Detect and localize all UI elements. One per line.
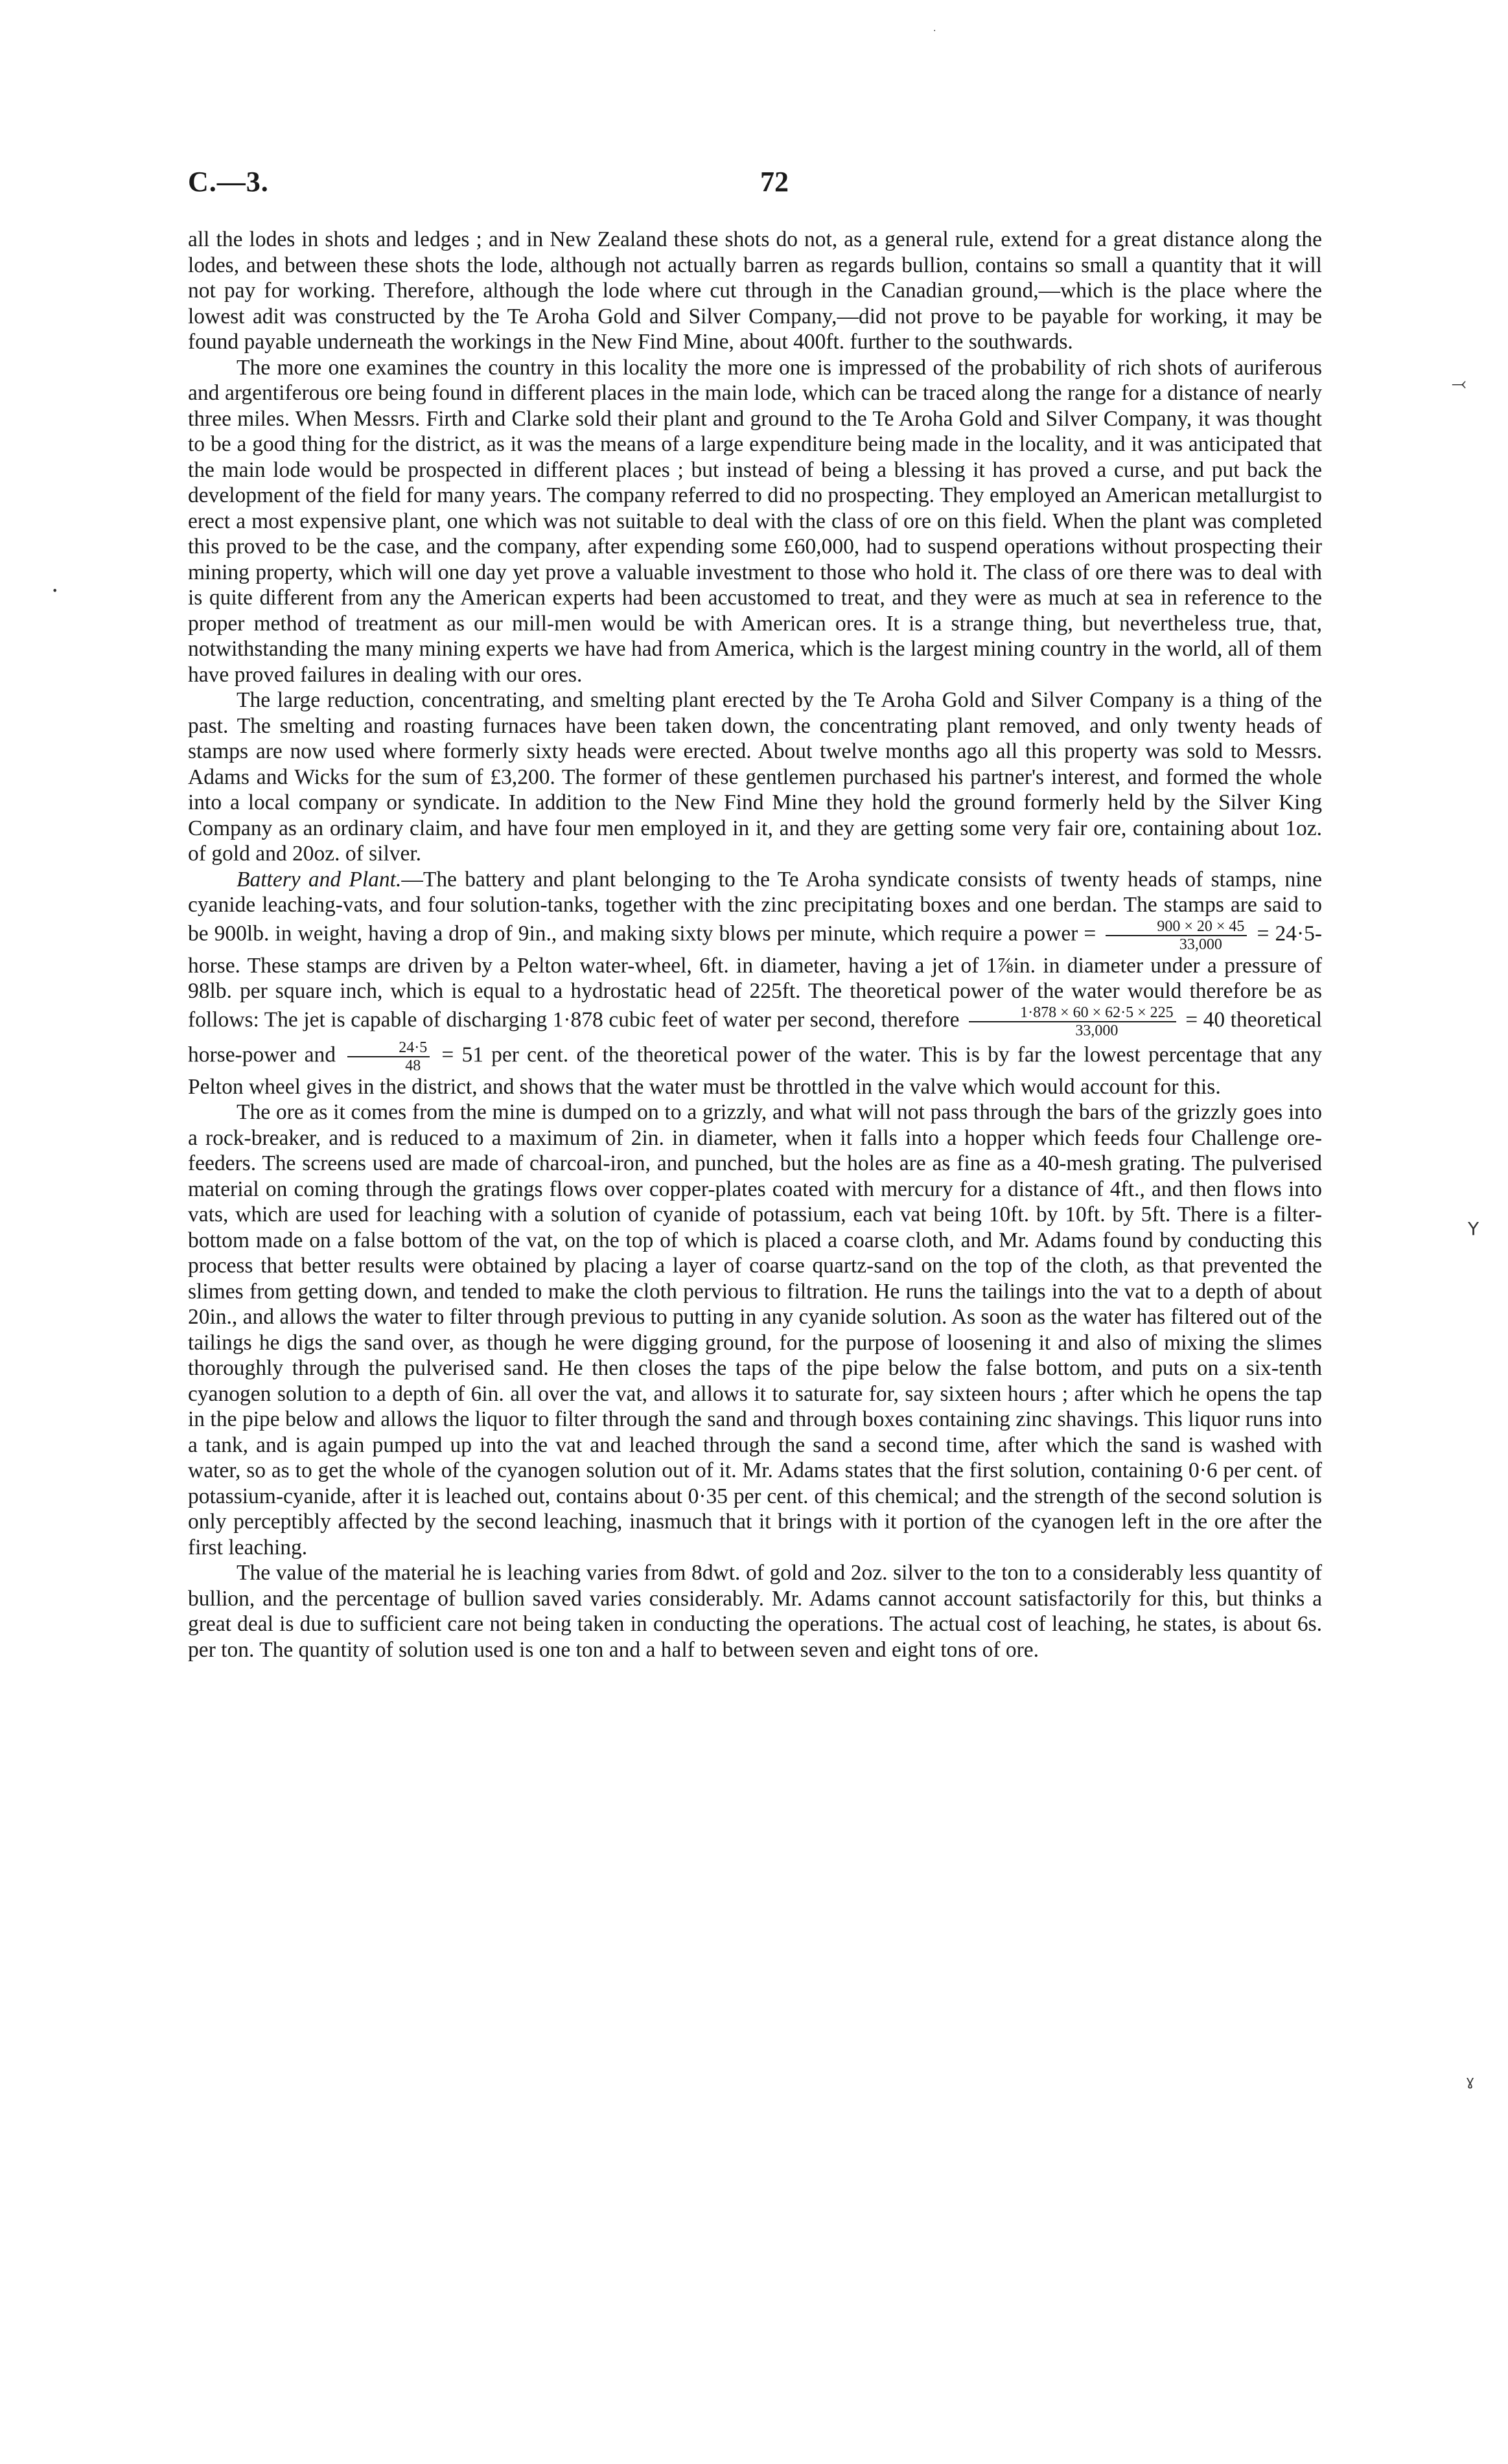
efficiency-fraction [347, 1039, 430, 1074]
document-reference: C.—3. [188, 166, 269, 198]
efficiency-numerator: 24·5 [347, 1039, 430, 1057]
paragraph-battery-and-plant [188, 867, 1322, 1100]
paragraph-ore-process: The ore as it comes from the mine is dumped on to a grizzly, and what will not pass through the bars of the grizzly goes into a rock-breaker, and is reduced to a maximum of 2in. in diameter, when it falls into a hopper which feeds four Challenge ore-feeders. The screens used are made of charcoal-iron, and punched, but the holes are as fine as a 40-mesh grating. The pulverised material on coming through the gratings flows over copper-plates coated with mercury for a distance of 4ft., and then flows into vats, which are used for leaching with a solution of cyanide of potassium, each vat being 10ft. by 10ft. by 5ft. There is a filter-bottom made on a false bottom of the vat, on the top of which is placed a coarse cloth, and Mr. Adams found by conducting this process that better results were obtained by placing a layer of coarse quartz-sand on the top of the cloth, as that prevented the slimes from getting down, and tended to make the cloth pervious to filtration. He runs the tailings into the vat to a depth of about 20in., and allows the water to filter through previous to putting in any cyanide solution. As soon as the water has filtered out of the tailings he digs the sand over, as though he were digging ground, for the purpose of loosening it and also of mixing the slimes thoroughly through the pulverised sand. He then closes the taps of the pipe below the false bottom, and puts on a six-tenth cyanogen solution to a depth of 6in. all over the vat, and allows it to saturate for, say sixteen hours ; after which he opens the tap in the pipe below and allows the liquor to filter through the sand and through boxes containing zinc shavings. This liquor runs into a tank, and is again pumped up into the vat and leached through the sand a second time, after which the sand is washed with water, so as to get the whole of the cyanogen solution out of it. Mr. Adams states that the first solution, containing 0·6 per cent. of potassium-cyanide, after it is leached out, contains about 0·35 per cent. of this chemical; and the strength of the second solution is only perceptibly affected by the second leaching, inasmuch that it brings with it portion of the cyanogen left in the ore after the first leaching. [188, 1100, 1323, 1560]
body-text [188, 227, 1322, 1663]
efficiency-denominator: 48 [405, 1057, 421, 1074]
stamps-power-fraction [1106, 918, 1247, 953]
paragraph-locality: The more one examines the country in this locality the more one is impressed of the probability of rich shots of auriferous and argentiferous ore being found in different places in the main lode, which can be traced along the range for a distance of nearly three miles. When Messrs. Firth and Clarke sold their plant and ground to the Te Aroha Gold and Silver Company, it was thought to be a good thing for the district, as it was the means of a large expenditure being made in the locality, and it was anticipated that the main lode would be prospected in different places ; but instead of being a blessing it has proved a curse, and put back the development of the field for many years. The company referred to did no prospecting. They employed an American metallurgist to erect a most expensive plant, one which was not suitable to deal with the class of ore on this field. When the plant was completed this proved to be the case, and the company, after expending some £60,000, had to suspend operations without prospecting their mining property, which will one day yet prove a valuable investment to those who hold it. The class of ore there was to deal with is quite different from any the American experts had been accustomed to treat, and they were as much at sea in reference to the proper method of treatment as our mill-men would be with American ores. It is a strange thing, but nevertheless true, that, notwithstanding the many mining experts we have had from America, which is the largest mining country in the world, all of them have proved failures in dealing with our ores. [188, 355, 1322, 687]
battery-text-c: = 40 theoretical horse-power and [188, 1007, 1323, 1067]
section-heading-battery-and-plant: Battery and Plant. [237, 867, 402, 892]
paragraph-leaching-value: The value of the material he is leaching varies from 8dwt. of gold and 2oz. silver to the ton to a considerably less quantity of bullion, and the percentage of bullion saved varies considerably. Mr. Adams cannot account satisfactorily for this, but thinks a great deal is due to sufficient care not being taken in conducting the operations. The actual cost of leaching, he states, is about 6s. per ton. The quantity of solution used is one ton and a half to between seven and eight tons of ore. [188, 1561, 1322, 1662]
water-power-numerator: 1·878 × 60 × 62·5 × 225 [969, 1004, 1176, 1022]
battery-text-d: = 51 per cent. of the theoretical power of the water. This is by far the lowest percentage that any Pelton wheel gives in the district, and shows that the water must be throttled in the valve which would account for this. [188, 1042, 1323, 1099]
top-dot: · [933, 26, 936, 36]
stamps-power-numerator: 900 × 20 × 45 [1106, 918, 1247, 936]
margin-dot: • [52, 584, 58, 597]
water-power-fraction [969, 1004, 1176, 1039]
margin-mark-arrow: ⤙ [1452, 373, 1467, 394]
margin-mark-small: ɣ [1466, 2073, 1475, 2090]
page-header [188, 165, 1361, 211]
page-number: 72 [760, 166, 789, 198]
stamps-power-denominator: 33,000 [1179, 936, 1222, 953]
paragraph-lodes: all the lodes in shots and ledges ; and in New Zealand these shots do not, as a general rule, extend for a great distance along the lodes, and between these shots the lode, although not actually barren as regards bullion, contains so small a quantity that it will not pay for working. Therefore, although the lode where cut through in the Canadian ground,—which is the place where the lowest adit was constructed by the Te Aroha Gold and Silver Company,—did not prove to be payable for working, it may be found payable underneath the workings in the New Find Mine, about 400ft. further to the southwards. [188, 227, 1322, 354]
water-power-denominator: 33,000 [1075, 1022, 1119, 1039]
battery-text-b: = 24·5-horse. These stamps are driven by a Pelton water-wheel, 6ft. in diameter, having a jet of 1⅞in. in diameter under a pressure of 98lb. per square inch, which is equal to a hydrostatic head of 225ft. The theoretical power of the water would therefore be as follows: The jet is capable of discharging 1·878 cubic feet of water per second, therefore [188, 921, 1323, 1032]
margin-mark-tick: Y [1468, 1218, 1479, 1239]
paragraph-reduction-plant: The large reduction, concentrating, and smelting plant erected by the Te Aroha Gold and Silver Company is a thing of the past. The smelting and roasting furnaces have been taken down, the concentrating plant removed, and only twenty heads of stamps are now used where formerly sixty heads were erected. About twelve months ago all this property was sold to Messrs. Adams and Wicks for the sum of £3,200. The former of these gentlemen purchased his partner's interest, and formed the whole into a local company or syndicate. In addition to the New Find Mine they hold the ground formerly held by the Silver King Company as an ordinary claim, and have four men employed in it, and they are getting some very fair ore, containing about 1oz. of gold and 20oz. of silver. [188, 688, 1322, 866]
battery-text-a: —The battery and plant belonging to the Te Aroha syndicate consists of twenty heads of stamps, nine cyanide leaching-vats, and four solution-tanks, together with the zinc precipitating boxes and one berdan. The stamps are said to be 900lb. in weight, having a drop of 9in., and making sixty blows per minute, which require a power = [188, 867, 1323, 946]
